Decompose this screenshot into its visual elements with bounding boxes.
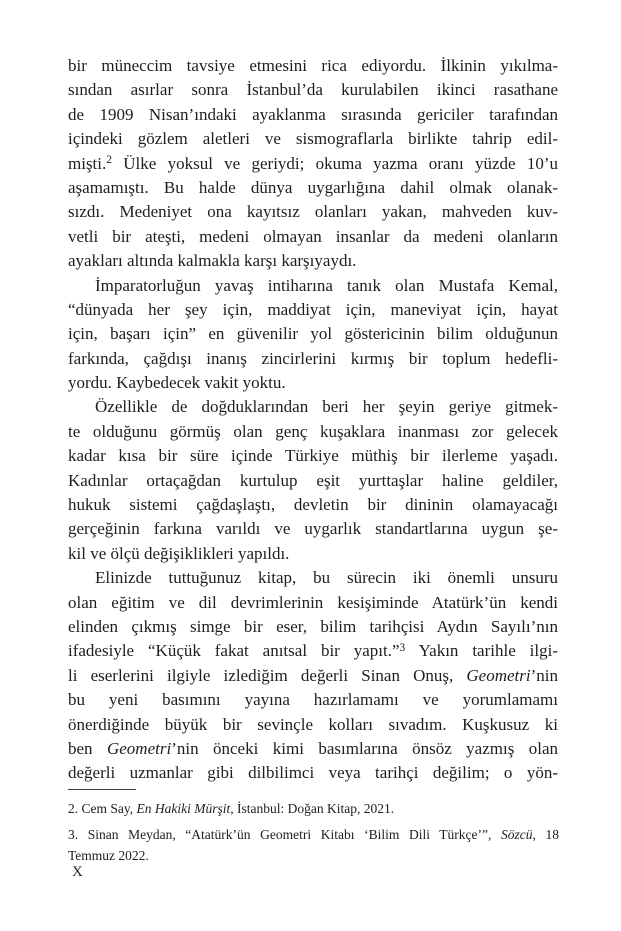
text-line <box>68 444 558 468</box>
italic-text: En Hakiki Mürşit <box>136 801 231 816</box>
text-line <box>68 176 558 200</box>
text-segment: sından asırlar sonra İstanbul’da kurulabilen ikinci rasathane <box>68 80 558 100</box>
text-line <box>68 639 558 663</box>
text-line <box>68 298 558 322</box>
text-segment: gerçeğinin farkına varıldı ve uygarlık standartlarına uygun şe- <box>68 519 558 539</box>
text-segment: te olduğunu görmüş olan genç kuşaklara inanması zor gelecek <box>68 421 558 441</box>
text-line <box>68 493 558 517</box>
text-segment: “dünyada her şey için, maddiyat için, maneviyat için, hayat <box>68 299 558 319</box>
text-segment: , İstanbul: Doğan Kitap, 2021. <box>230 801 395 816</box>
text-segment: sızdı. Medeniyet ona kayıtsız olanları yakan, mahveden kuv- <box>68 202 558 222</box>
text-line <box>68 761 558 785</box>
text-segment: vetli bir ateşti, medeni olmayan insanlar da medeni olanların <box>68 226 558 246</box>
text-segment: , 18 <box>532 827 559 842</box>
text-segment: Elinizde tuttuğunuz kitap, bu sürecin iki önemli unsuru <box>95 568 558 588</box>
text-segment: kil ve ölçü değişiklikleri yapıldı. <box>68 543 290 563</box>
footnote <box>68 824 559 866</box>
text-line <box>68 737 558 761</box>
text-segment: değerli uzmanlar gibi dilbilimci veya tarihçi değilim; o yön- <box>68 763 558 783</box>
text-line <box>68 517 558 541</box>
text-line <box>68 664 558 688</box>
text-segment: mişti. <box>68 153 107 173</box>
text-segment: önerdiğinde büyük bir sevinçle kolları sıvadım. Kuşkusuz ki <box>68 714 558 734</box>
footnote-marker: 3 <box>399 641 406 654</box>
text-segment: elinden çıkmış simge bir eser, bilim tarihçisi Aydın Sayılı’nın <box>68 616 558 636</box>
text-block <box>68 54 558 786</box>
text-line <box>68 200 558 224</box>
text-segment: İmparatorluğun yavaş intiharına tanık olan Mustafa Kemal, <box>95 275 558 295</box>
text-segment: de 1909 Nisan’ındaki ayaklanma sırasında gericiler tarafından <box>68 104 558 124</box>
italic-text: Geometri <box>106 738 172 758</box>
text-segment: li eserlerini ilgiyle izlediğim değerli Sinan Onuş, <box>68 665 467 685</box>
footnote-separator <box>68 789 136 790</box>
text-segment: Özellikle de doğduklarından beri her şeyin geriye gitmek- <box>95 397 558 417</box>
text-segment: içindeki gözlem aletleri ve sismograflarla birlikte tahrip edil- <box>68 129 558 149</box>
text-line <box>68 713 558 737</box>
text-line <box>68 274 558 298</box>
text-segment: ’nin <box>530 665 558 685</box>
text-segment: kadar kısa bir süre içinde Türkiye müthiş bir ilerleme yaşadı. <box>68 446 558 466</box>
italic-text: Geometri <box>466 665 531 685</box>
text-segment: 3. Sinan Meydan, “Atatürk’ün Geometri Kitabı ‘Bilim Dili Türkçe’”, <box>68 827 502 842</box>
text-line <box>68 615 558 639</box>
italic-text: Sözcü <box>501 827 533 842</box>
text-line <box>68 845 559 866</box>
footnote-marker: 2 <box>106 154 113 167</box>
text-line <box>68 469 558 493</box>
text-segment: bir müneccim tavsiye etmesini rica ediyordu. İlkinin yıkılma- <box>68 56 558 75</box>
text-line <box>68 824 559 845</box>
text-line <box>68 395 558 419</box>
text-line <box>68 688 558 712</box>
text-line <box>68 54 558 78</box>
text-line <box>68 591 558 615</box>
text-segment: yordu. Kaybedecek vakit yoktu. <box>68 373 286 393</box>
text-line <box>68 420 558 444</box>
text-segment: farkında, çağdışı inanış zincirlerini kırmış bir toplum hedefli- <box>68 348 558 368</box>
text-segment: Temmuz 2022. <box>68 848 149 863</box>
text-line <box>68 249 558 273</box>
text-line <box>68 798 559 819</box>
text-line <box>68 566 558 590</box>
text-segment: bu yeni basımını yayına hazırlamamı ve yorumlamamı <box>68 690 558 710</box>
text-line <box>68 152 558 176</box>
text-line <box>68 322 558 346</box>
text-line <box>68 542 558 566</box>
text-segment: olan eğitim ve dil devrimlerinin kesişiminde Atatürk’ün kendi <box>68 592 558 612</box>
text-segment: için, başarı için” en güvenilir yol göstericinin bilim olduğunun <box>68 324 558 344</box>
text-line <box>68 225 558 249</box>
text-line <box>68 127 558 151</box>
text-line <box>68 103 558 127</box>
footnote <box>68 798 559 819</box>
text-line <box>68 347 558 371</box>
text-segment: hukuk sistemi çağdaşlaştı, devletin bir dininin olamayacağı <box>68 495 558 515</box>
text-segment: aşamamıştı. Bu halde dünya uygarlığına dahil olmak olanak- <box>68 177 558 197</box>
text-segment: 2. Cem Say, <box>68 801 137 816</box>
text-segment: Ülke yoksul ve geriydi; okuma yazma oranı yüzde 10’u <box>112 153 558 173</box>
page-number: X <box>72 864 83 880</box>
text-segment: ben <box>68 738 107 758</box>
text-segment: Yakın tarihle ilgi- <box>405 641 558 661</box>
text-line <box>68 371 558 395</box>
text-segment: Kadınlar ortaçağdan kurtulup eşit yurttaşlar haline geldiler, <box>68 470 558 490</box>
text-segment: ifadesiyle “Küçük fakat anıtsal bir yapıt.” <box>68 641 400 661</box>
text-segment: ayakları altında kalmakla karşı karşıyaydı. <box>68 251 357 271</box>
text-line <box>68 78 558 102</box>
text-segment: ’nin önceki kimi basımlarına önsöz yazmış olan <box>171 738 558 758</box>
footnotes-block <box>68 798 559 871</box>
